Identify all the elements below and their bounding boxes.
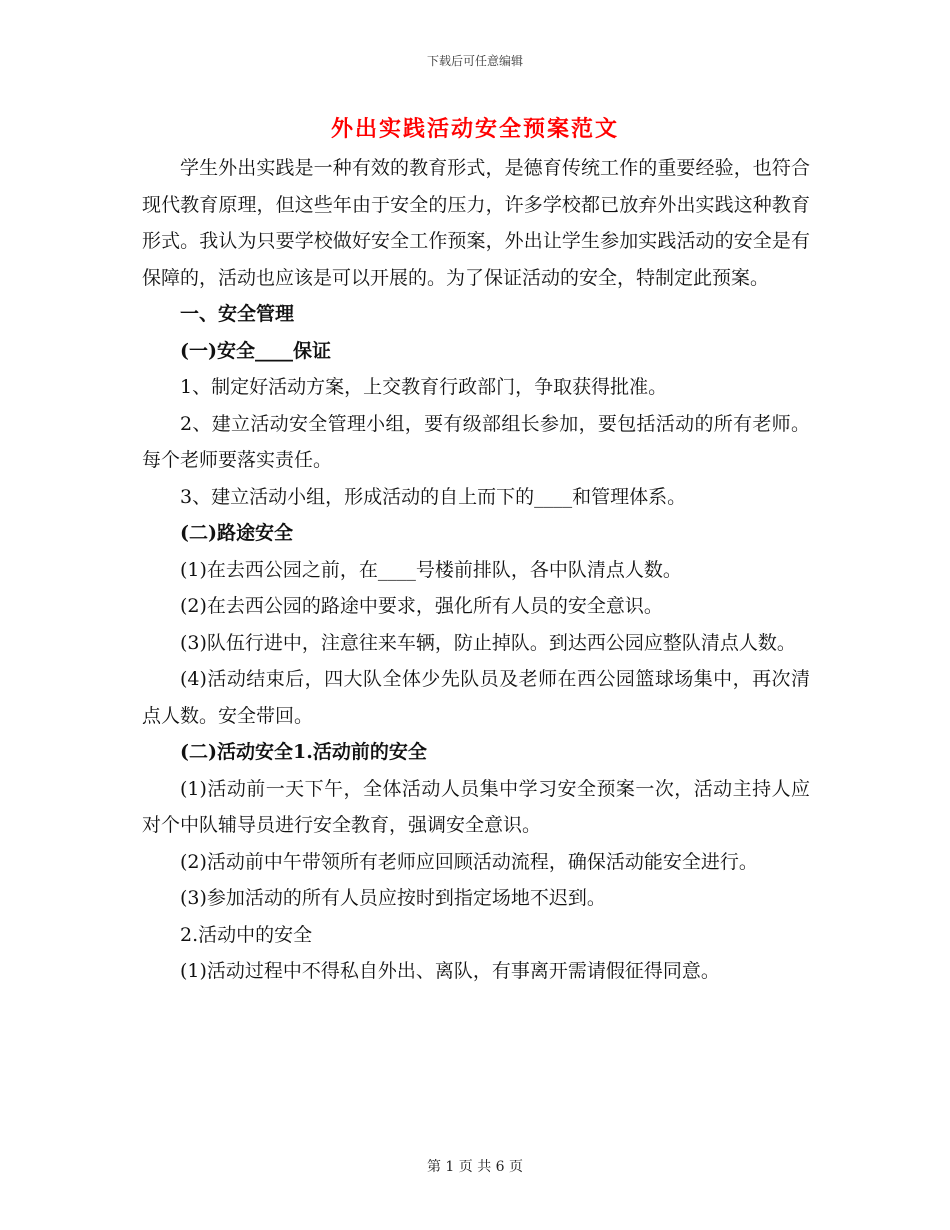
document-body xyxy=(142,150,810,990)
list-item: 2、建立活动安全管理小组，要有级部组长参加，要包括活动的所有老师。每个老师要落实责任。 xyxy=(142,412,810,471)
list-item: (2)在去西公园的路途中要求，强化所有人员的安全意识。 xyxy=(180,595,663,617)
list-item: (1)活动过程中不得私自外出、离队，有事离开需请假征得同意。 xyxy=(180,960,720,982)
section-heading-safety-management: 一、安全管理 xyxy=(180,303,295,325)
list-item: (2)活动前中午带领所有老师应回顾活动流程，确保活动能安全进行。 xyxy=(180,850,758,873)
list-item: (3)参加活动的所有人员应按时到指定场地不迟到。 xyxy=(180,887,606,909)
subsection-heading-route-safety: (二)路途安全 xyxy=(180,522,293,544)
list-item: 1、制定好活动方案，上交教育行政部门，争取获得批准。 xyxy=(180,376,668,398)
list-item: (1)活动前一天下午，全体活动人员集中学习安全预案一次，活动主持人应对个中队辅导员进行安全教育，强调安全意识。 xyxy=(142,777,810,836)
list-item: (3)队伍行进中，注意往来车辆，防止掉队。到达西公园应整队清点人数。 xyxy=(180,631,796,654)
intro-paragraph: 学生外出实践是一种有效的教育形式，是德育传统工作的重要经验，也符合现代教育原理，但这些年由于安全的压力，许多学校都已放弃外出实践这种教育形式。我认为只要学校做好安全工作预案，外出让学生参加实践活动的安全是有保障的，活动也应该是可以开展的。为了保证活动的安全，特制定此预案。 xyxy=(142,157,810,289)
subsection-heading-during-activity: 2.活动中的安全 xyxy=(180,923,313,946)
list-item: 3、建立活动小组，形成活动的自上而下的____和管理体系。 xyxy=(180,485,687,508)
document-title: 外出实践活动安全预案范文 xyxy=(330,116,619,142)
list-item: (4)活动结束后，四大队全体少先队员及老师在西公园篮球场集中，再次清点人数。安全带回。 xyxy=(142,668,810,727)
subsection-heading-activity-safety: (二)活动安全1.活动前的安全 xyxy=(180,741,427,763)
page-header: 下载后可任意编辑 xyxy=(426,54,523,68)
list-item: (1)在去西公园之前，在____号楼前排队，各中队清点人数。 xyxy=(180,558,682,581)
page-footer: 第 1 页 共 6 页 xyxy=(426,1159,524,1175)
subsection-heading-safety-guarantee: (一)安全____保证 xyxy=(180,339,331,362)
